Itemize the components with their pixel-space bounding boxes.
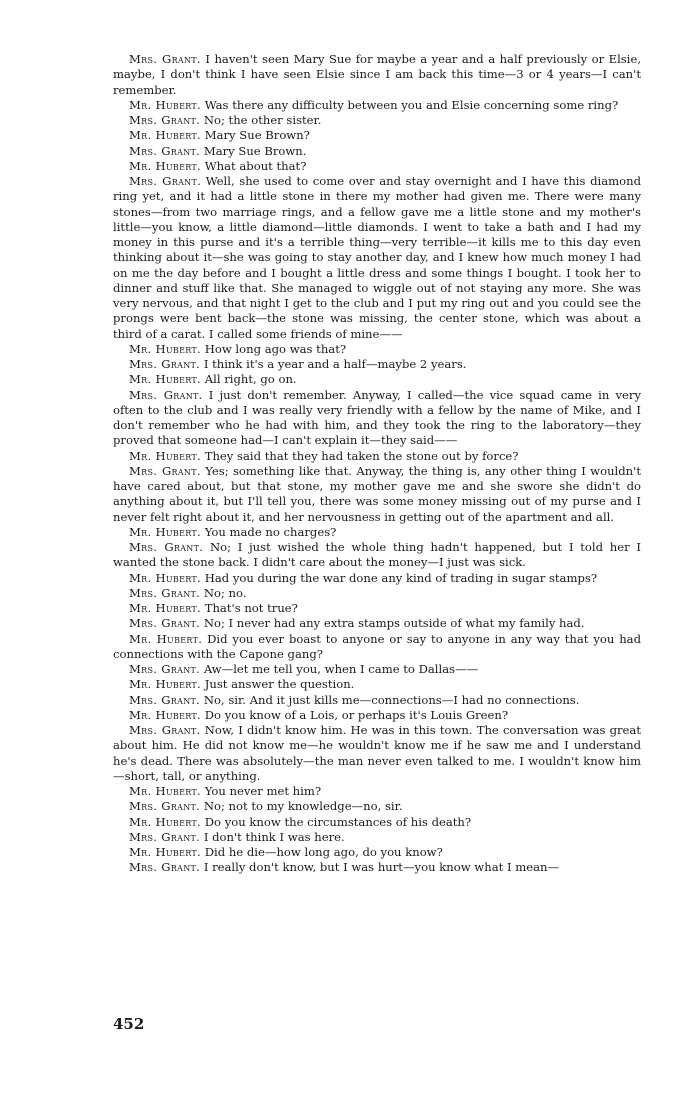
speaker-label: Mr. Hubert.: [129, 570, 202, 585]
transcript-paragraph: [113, 830, 641, 845]
speech-text: I think it's a year and a half—maybe 2 years.: [203, 357, 467, 371]
speaker-label: Mrs. Grant.: [129, 540, 204, 554]
speech-text: You made no charges?: [204, 524, 337, 539]
speaker-label: Mrs. Grant.: [129, 52, 201, 66]
speaker-label: Mrs. Grant.: [129, 829, 201, 844]
speech-text: Did he die—how long ago, do you know?: [204, 845, 443, 859]
transcript-paragraph: [113, 464, 641, 525]
speaker-label: Mr. Hubert.: [129, 677, 202, 692]
transcript-paragraph: [113, 128, 641, 143]
speech-text: They said that they had taken the stone out by force?: [204, 448, 519, 463]
transcript-paragraph: [113, 113, 641, 128]
transcript-paragraph: [113, 601, 641, 616]
speaker-label: Mr. Hubert.: [129, 128, 202, 143]
speaker-label: Mrs. Grant.: [129, 463, 201, 478]
speaker-label: Mr. Hubert.: [129, 158, 202, 173]
speech-text: No; no.: [203, 585, 247, 600]
speaker-label: Mrs. Grant.: [129, 662, 201, 676]
transcript-paragraph: [113, 98, 641, 113]
speech-text: You never met him?: [204, 784, 322, 798]
speech-text: Mary Sue Brown.: [203, 143, 307, 158]
transcript-paragraph: [113, 586, 641, 601]
speaker-label: Mrs. Grant.: [129, 860, 201, 875]
speech-text: No; the other sister.: [203, 113, 322, 127]
speaker-label: Mrs. Grant.: [129, 799, 201, 814]
speaker-label: Mrs. Grant.: [129, 113, 201, 127]
speaker-label: Mrs. Grant.: [129, 616, 201, 631]
speech-text: No; I never had any extra stamps outside of what my family had.: [203, 616, 585, 631]
speaker-label: Mrs. Grant.: [129, 387, 203, 402]
speaker-label: Mr. Hubert.: [129, 341, 202, 356]
speech-text: Was there any difficulty between you and Elsie concerning some ring?: [204, 97, 619, 112]
transcript-paragraph: [113, 525, 641, 540]
speech-text: Aw—let me tell you, when I came to Dallas——: [203, 662, 479, 676]
transcript-paragraph: [113, 449, 641, 464]
speech-text: Had you during the war done any kind of trading in sugar stamps?: [204, 570, 598, 585]
transcript-paragraph: [113, 388, 641, 449]
transcript-paragraph: [113, 784, 641, 799]
transcript-paragraph: [113, 357, 641, 372]
speech-text: Mary Sue Brown?: [204, 128, 310, 143]
speech-text: Well, she used to come over and stay overnight and I have this diamond ring yet, and it had a little stone in there my mother had given me. There were many stones—from two marriage rings, and a fellow gave me a little stone and my mother's little—you know, a little diamond—little diamonds. I went to take a bath and I had my money in this purse and it's a terrible thing—very terrible—it kills me to this day even thinking about it—she was going to stay another day, and I knew how much money I had on me the day before and I bought a little dress and some things I bought. I took her to dinner and stuff like that. She managed to wiggle out of not staying any more. She was very nervous, and that night I get to the club and I put my ring out and you could see the prongs were bent back—the stone was missing, the center stone, which was about a third of a carat. I called some friends of mine——: [113, 174, 641, 341]
transcript-paragraph: [113, 799, 641, 814]
speaker-label: Mrs. Grant.: [129, 174, 202, 188]
speaker-label: Mr. Hubert.: [129, 814, 202, 829]
transcript-paragraph: [113, 708, 641, 723]
speech-text: I don't think I was here.: [203, 829, 345, 844]
speaker-label: Mr. Hubert.: [129, 784, 202, 798]
transcript-paragraph: [113, 372, 641, 387]
transcript-paragraph: [113, 144, 641, 159]
speech-text: I haven't seen Mary Sue for maybe a year and a half previously or Elsie, maybe, I don't think I have seen Elsie since I am back this time—3 or 4 years—I can't remember.: [113, 52, 642, 97]
transcript-paragraph: [113, 845, 641, 860]
speech-text: No, sir. And it just kills me—connections—I had no connections.: [203, 692, 580, 707]
speech-text: Yes; something like that. Anyway, the thing is, any other thing I wouldn't have cared about, but that stone, my mother gave me and she swore she didn't do anything about it, but I'll tell you, there was some money missing out of my purse and I never felt right about it, and her nervousness in getting out of the apartment and all.: [113, 463, 641, 524]
speaker-label: Mr. Hubert.: [129, 707, 202, 722]
speech-text: How long ago was that?: [204, 341, 347, 356]
speech-text: Do you know of a Lois, or perhaps it's Louis Green?: [204, 707, 509, 722]
speaker-label: Mr. Hubert.: [129, 97, 202, 112]
speaker-label: Mrs. Grant.: [129, 692, 201, 707]
speech-text: All right, go on.: [204, 372, 297, 387]
speaker-label: Mr. Hubert.: [129, 631, 203, 646]
transcript-paragraph: [113, 860, 641, 875]
speech-text: I just don't remember. Anyway, I called—the vice squad came in very often to the club and I was really very friendly with a fellow by the name of Mike, and I don't remember who he had with him, and they took the ring to the laboratory—they proved that someone had—I can't explain it—they said——: [113, 387, 641, 448]
transcript-paragraph: [113, 723, 641, 784]
speaker-label: Mr. Hubert.: [129, 845, 202, 859]
transcript-paragraph: [113, 632, 641, 663]
speaker-label: Mr. Hubert.: [129, 372, 202, 387]
transcript-page: [113, 52, 641, 876]
speech-text: Do you know the circumstances of his death?: [204, 814, 472, 829]
speaker-label: Mrs. Grant.: [129, 585, 201, 600]
transcript-paragraph: [113, 174, 641, 342]
speaker-label: Mrs. Grant.: [129, 143, 201, 158]
speech-text: I really don't know, but I was hurt—you know what I mean—: [203, 860, 560, 875]
speech-text: Just answer the question.: [204, 677, 355, 692]
transcript-paragraph: [113, 540, 641, 571]
transcript-paragraph: [113, 693, 641, 708]
transcript-paragraph: [113, 815, 641, 830]
speech-text: No; I just wished the whole thing hadn't happened, but I told her I wanted the stone back. I didn't care about the money—I just was sick.: [113, 540, 641, 570]
transcript-paragraph: [113, 616, 641, 631]
speaker-label: Mr. Hubert.: [129, 601, 202, 615]
speaker-label: Mr. Hubert.: [129, 448, 202, 463]
speaker-label: Mr. Hubert.: [129, 524, 202, 539]
speech-text: That's not true?: [204, 601, 298, 615]
speech-text: Now, I didn't know him. He was in this town. The conversation was great about him. He did not know me—he wouldn't know me if he saw me and I understand he's dead. There was absolutely—the man never even talked to me. I wouldn't know him—short, tall, or anything.: [113, 723, 641, 783]
speaker-label: Mrs. Grant.: [129, 723, 201, 737]
transcript-paragraph: [113, 571, 641, 586]
speech-text: No; not to my knowledge—no, sir.: [203, 799, 403, 814]
transcript-paragraph: [113, 662, 641, 677]
transcript-paragraph: [113, 52, 641, 98]
transcript-paragraph: [113, 342, 641, 357]
transcript-paragraph: [113, 677, 641, 692]
speech-text: Did you ever boast to anyone or say to anyone in any way that you had connections with the Capone gang?: [113, 631, 642, 661]
transcript-paragraph: [113, 159, 641, 174]
speech-text: What about that?: [204, 158, 307, 173]
speaker-label: Mrs. Grant.: [129, 357, 201, 371]
page-number: 452: [113, 1015, 145, 1033]
